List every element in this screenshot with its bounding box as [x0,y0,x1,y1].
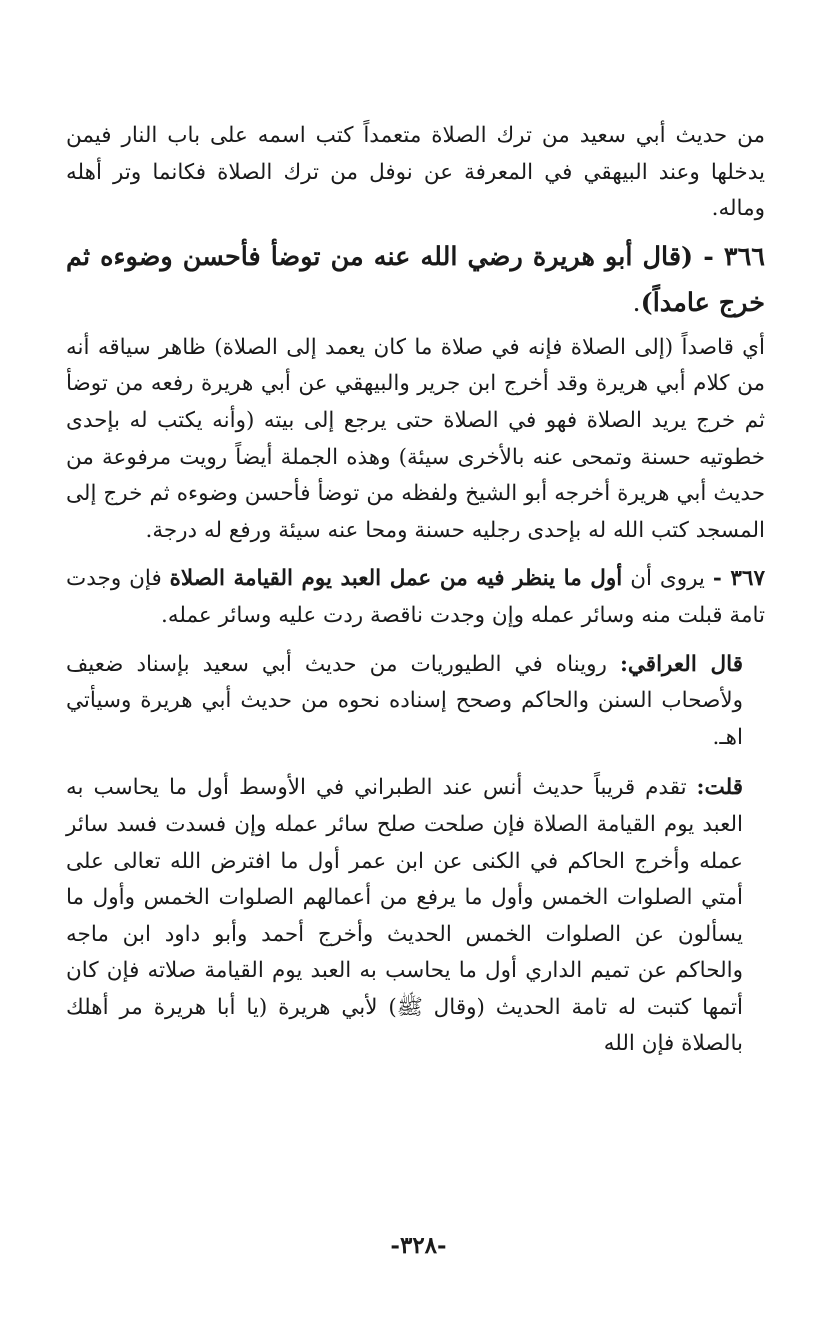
section-366-heading [66,234,765,326]
section-367-body: فإن وجدت تامة قبلت منه وسائر عمله وإن وجدت ناقصة ردت عليه وسائر عمله. [66,566,765,628]
section-366-quote-end: . [632,287,641,318]
iraqi-label: قال العراقي: [619,651,743,677]
section-367-paragraph [66,561,765,634]
section-366-quote: (قال أبو هريرة رضي الله عنه من توضأ فأحسن وضوءه ثم خرج عامداً) [66,241,765,318]
section-367-lead: يروى أن [630,566,705,592]
section-367-bold-text: أول ما ينظر فيه من عمل العبد يوم القيامة الصلاة [169,566,623,592]
qultu-body: تقدم قريباً حديث أنس عند الطبراني في الأوسط أول ما يحاسب به العبد يوم القيامة الصلاة فإن صلحت صلح سائر عمله وإن فسدت فسد سائر عمله وأخرج الحاكم في الكنى عن ابن عمر أول ما افترض الله تعالى على أمتي الصلوات الخمس وأول ما يرفع من أعمالهم الصلوات الخمس وأول ما يسألون عن الصلوات الخمس الحديث وأخرج أحمد وأبو داود ابن ماجه والحاكم عن تميم الداري أول ما يحاسب به العبد يوم القيامة صلاته فإن كان أتمها كتبت له تامة الحديث (وقال ﷺ) لأبي هريرة (يا أبا هريرة مر أهلك بالصلاة فإن الله [66,775,743,1057]
section-366-commentary: أي قاصداً (إلى الصلاة فإنه في صلاة ما كان يعمد إلى الصلاة) ظاهر سياقه أنه من كلام أبي هريرة وقد أخرج ابن جرير والبيهقي عن أبي هريرة رفعه من توضأ ثم خرج يريد الصلاة فهو في الصلاة حتى يرجع إلى بيته (وأنه يكتب له بإحدى خطوتيه حسنة وتمحى عنه بالأخرى سيئة) وهذه الجملة أيضاً رويت مرفوعة من حديث أبي هريرة أخرجه أبو الشيخ ولفظه من توضأ فأحسن وضوءه ثم خرج إلى المسجد كتب الله له بإحدى رجليه حسنة ومحا عنه سيئة ورفع له درجة. [66,334,765,543]
section-366-number: ٣٦٦ - [703,241,765,272]
qultu-paragraph [66,770,765,1063]
iraqi-body: رويناه في الطيوريات من حديث أبي سعيد بإسناد ضعيف ولأصحاب السنن والحاكم وصحح إسناده نحوه من حديث أبي هريرة وسيأتي اهـ. [66,651,743,750]
section-367-number: ٣٦٧ - [712,566,765,592]
qultu-label: قلت: [696,775,743,801]
page-number: -٣٢٨- [390,1232,447,1259]
intro-paragraph: من حديث أبي سعيد من ترك الصلاة متعمداً كتب اسمه على باب النار فيمن يدخلها وعند البيهقي في المعرفة عن نوفل من ترك الصلاة فكانما وتر أهله وماله. [66,123,765,222]
iraqi-paragraph [66,647,765,757]
